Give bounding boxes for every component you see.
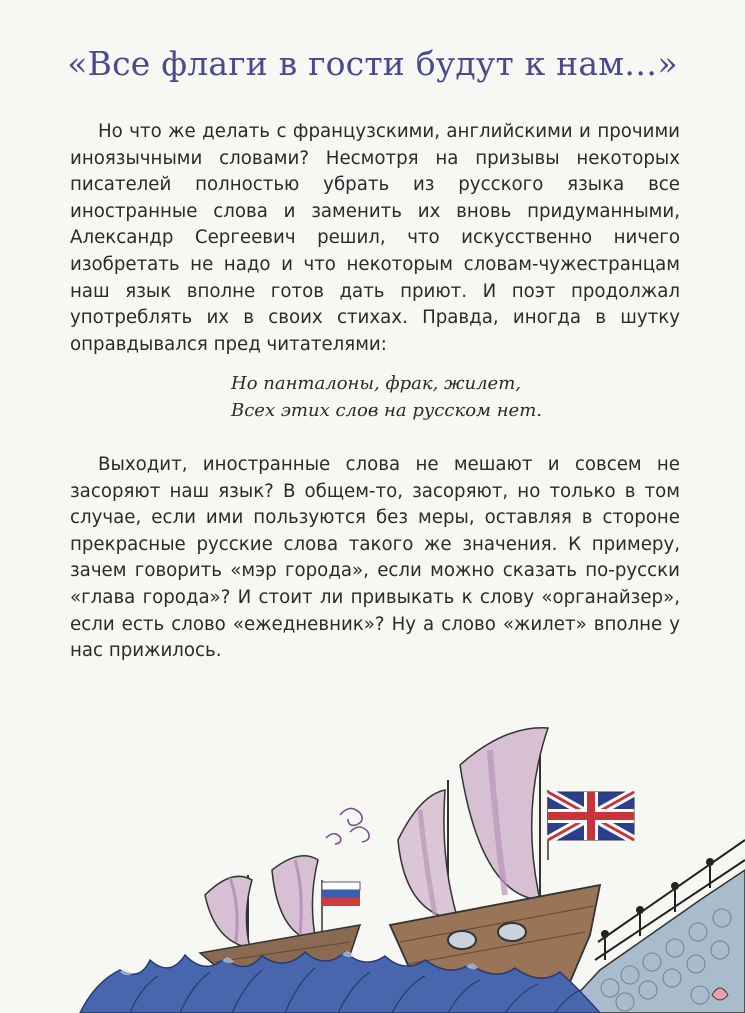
poem-quote: [231, 370, 542, 424]
poem-line-2: Всех этих слов на русском нет.: [231, 400, 542, 421]
big-ship: [390, 728, 634, 992]
ships-illustration: [0, 720, 745, 1013]
page-title: «Все флаги в гости будут к нам…»: [67, 44, 678, 83]
british-flag: [548, 790, 634, 860]
paragraph-2: Выходит, иностранные слова не мешают и совсем не засоряют наш язык? В общем-то, засоряют, но только в том случае, если ими пользуются без меры, оставляя в стороне прекрасные русские слова такого же значения. К примеру, зачем говорить «мэр города», если можно сказать по-русски «глава города»? И стоит ли привыкать к слову «органайзер», если есть слово «ежедневник»? Ну а слово «жилет» вполне у нас прижилось.: [70, 454, 680, 662]
poem-line-1: Но панталоны, фрак, жилет,: [231, 373, 521, 394]
paragraph-1: Но что же делать с французскими, английскими и прочими иноязычными словами? Несмотря на призывы некоторых писателей полностью убрать из русского языка все иностранные слова и заменить их вновь придуманными, Александр Сергеевич решил, что искусственно ничего изобретать не надо и что некоторым словам-чужестранцам наш язык вполне готов дать приют. И поэт продолжал употреблять их в своих стихах. Правда, иногда в шутку оправдывался пред читателями:: [70, 121, 680, 355]
